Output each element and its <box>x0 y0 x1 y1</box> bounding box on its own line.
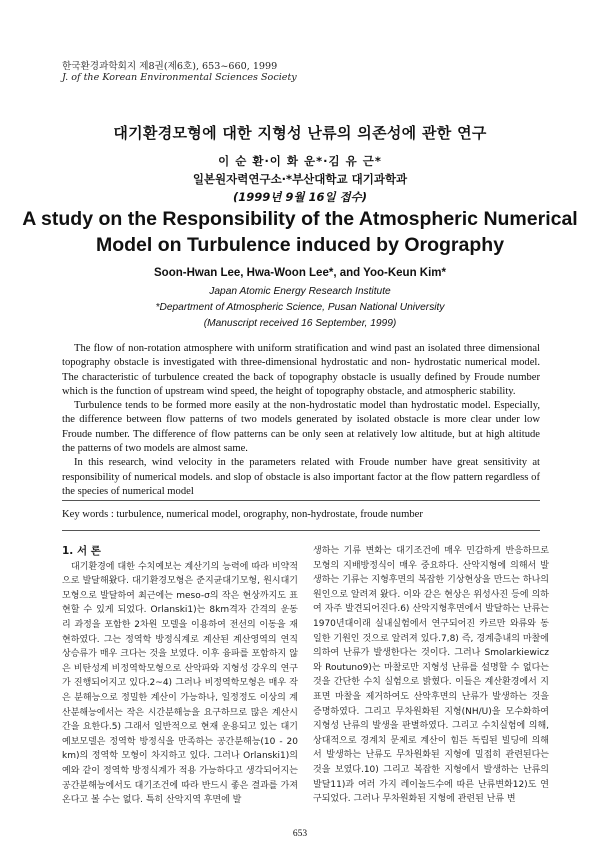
affiliation-pusan: *Department of Atmospheric Science, Pusan National University <box>155 302 445 313</box>
title-line-1: A study on the Responsibility of the Atmospheric Numerical <box>22 208 578 230</box>
journal-header-english: J. of the Korean Environmental Sciences Society <box>62 72 297 83</box>
affiliation-korean: 일본원자력연구소·*부산대학교 대기과학과 <box>192 172 408 186</box>
abstract-paragraph: The flow of non-rotation atmosphere with uniform stratification and wind past an isolated three dimensional topography obstacle is investigated with three-dimensional hydrostatic and non- hydrostatic numerical model. The characteristic of turbulence created the back of topography obstacle is usually defined by Froude number which is the function of upstream wind speed, the height of topography obstacle, and atmospheric stability. <box>62 343 540 397</box>
divider-top <box>62 500 540 501</box>
received-date-korean: (1999년 9월 16일 접수) <box>232 190 368 204</box>
journal-header-korean: 한국환경과학회지 제8권(제6호), 653~660, 1999 <box>62 61 278 72</box>
abstract-paragraph: Turbulence tends to be formed more easily at the non-hydrostatic model than hydrostatic model. Especially, the difference between flow patterns of two models generated by isolated obstacle is more clear under low Froude number. The difference of flow patterns can be only seen at relatively low altitude, but at high altitude the patterns of two models are almost same. <box>62 400 540 455</box>
body-column-right <box>313 544 549 807</box>
keywords: Key words : turbulence, numerical model, orography, non-hydrostate, froude number <box>62 509 423 520</box>
paper-title-english <box>0 206 600 258</box>
authors-korean: 이 순 환·이 화 운*·김 유 근* <box>218 154 382 168</box>
manuscript-received: (Manuscript received 16 September, 1999) <box>203 318 397 329</box>
body-paragraph: 대기환경에 대한 수치예보는 계산기의 능력에 따라 비약적으로 발달해왔다. 대기환경모형은 준지균대기모형, 원시대기모형으로 발달하여 최근에는 meso-σ의 작은 현상까지도 표현할 수 있게 되었다. Orlanski1)는 8km격자 간격의 운동리 과정을 포함한 2차원 모델을 이용하여 전선의 이동을 재현하였다. 그는 정역학 방정식계로 계산된 계산영역의 연직 상승류가 매우 크다는 것을 보였다. 이후 융파를 포함하지 않은 비탄성계 비정역학모형으로 산악파와 지형성 강우의 연구가 진행되어지고 있다.2~4) 그러나 비정역학모형은 매우 작은 분해능으로 정밀한 계산이 가능하나, 일정정도 이상의 계산분해능에서는 작은 시간분해능을 요구하므로 많은 계산시간을 요한다.5) 그래서 일반적으로 현재 운용되고 있는 대기예보모델은 정역학 방정식을 만족하는 공간분해능(10 - 20 km)의 정역학 모형이 차지하고 있다. 그러나 Orlanski1)의 예와 같이 정역학 방정식계가 적용 가능하다고 생각되어지는 공간분해능에서도 대기조건에 따라 반드시 좋은 결과를 가져온다고 볼 수는 없다. 특히 산악지역 후면에 발 <box>62 561 298 806</box>
abstract-paragraph: In this research, wind velocity in the parameters related with Froude number have great sensitivity at responsibility of numerical models. and slop of obstacle is also important factor at the flow pattern regardless of the species of numerical model <box>62 457 540 497</box>
divider-bottom <box>62 530 540 531</box>
section-heading: 1. 서 론 <box>62 545 101 557</box>
authors-english: Soon-Hwan Lee, Hwa-Woon Lee*, and Yoo-Keun Kim* <box>154 267 446 279</box>
affiliation-jaeri: Japan Atomic Energy Research Institute <box>209 286 391 297</box>
title-line-2: Model on Turbulence induced by Orography <box>95 234 505 256</box>
body-column-left <box>62 544 298 808</box>
abstract <box>62 342 540 499</box>
paper-title-korean: 대기환경모형에 대한 지형성 난류의 의존성에 관한 연구 <box>113 124 487 142</box>
body-paragraph: 생하는 기류 변화는 대기조건에 매우 민감하게 반응하므로 모형의 지배방정식이 매우 중요하다. 산악지형에 의해서 발생하는 기류는 지형후면의 복잡한 기상현상을 만드는 하나의 원인으로 알려져 왔다. 이와 같은 현상은 위성사진 등에 의하여 자주 발견되어진다.6) 산악지형후면에서 발달하는 난류는 1970년대이래 실내실험에서 연구되어진 카르만 와류와 동일한 기원인 것으로 알려져 있다.7,8) 즉, 경계층내의 마찰에 의하여 난류가 발생한다는 것이다. 그러나 Smolarkiewicz와 Routuno9)는 마찰로만 지형성 난류를 설명할 수 없다는 것을 간단한 수치 실험으로 밝혔다. 이들은 계산환경에서 지표면 마찰을 제거하여도 산악후면의 난류가 발생하는 것을 증명하였다. 그리고 무차원화된 지형(NH/U)을 모수화하여 지형성 난류의 발생을 판별하였다. 그리고 수치실험에 의해, 상대적으로 경계치 문제로 계산이 힘든 독립된 빌딩에 의해서 발생하는 난류도 무차원화된 지형에 밀접히 관련된다는 것을 보였다.10) 그리고 복잡한 지형에서 발생하는 난류의 발달11)과 여러 가지 레이놀드수에 따른 난류변화12)도 연구되었다. 그러나 무차원화된 지형에 관련된 난류 변 <box>313 546 549 805</box>
page-number: 653 <box>292 829 308 839</box>
